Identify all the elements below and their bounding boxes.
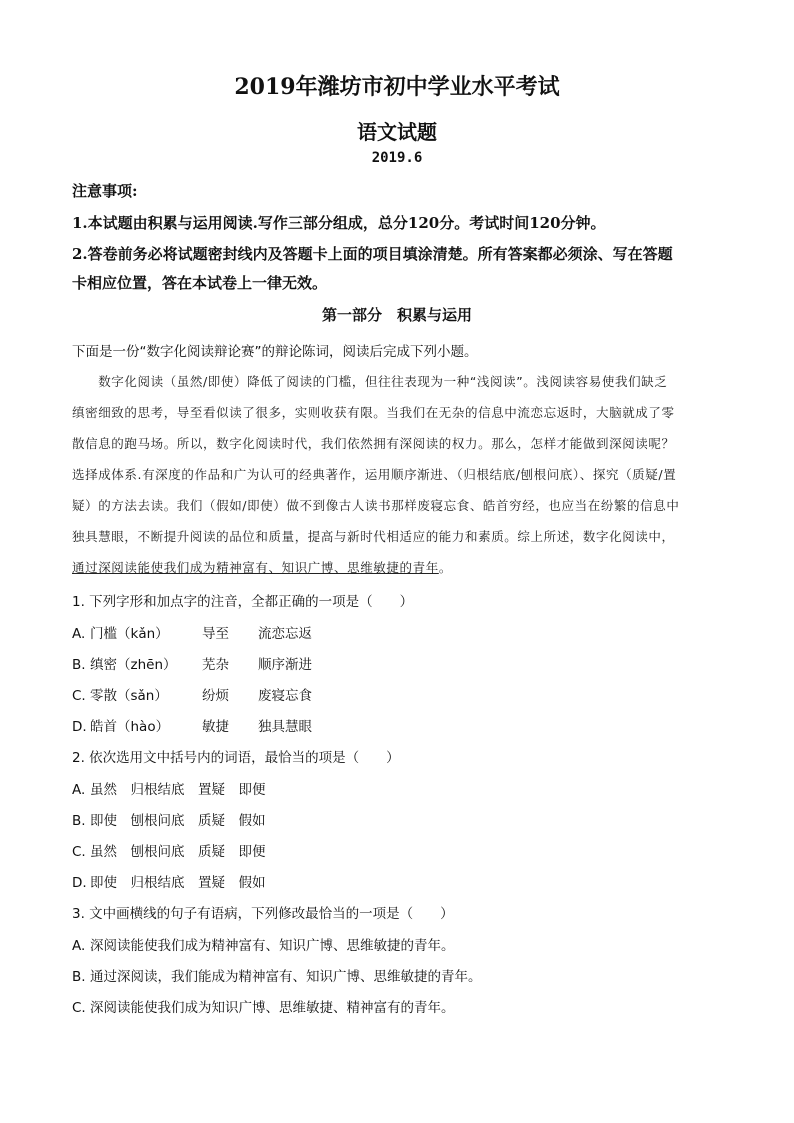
notes-item-1: 1.本试题由积累与运用阅读.写作三部分组成，总分120分。考试时间120分钟。 <box>72 214 606 232</box>
question-1-option-b[interactable]: B. 缜密（zhēn） 芜杂 顺序渐进 <box>72 657 312 673</box>
passage-end-mark: 。 <box>438 560 452 575</box>
question-2-option-b[interactable]: B. 即使 刨根问底 质疑 假如 <box>72 813 266 829</box>
question-2-option-d[interactable]: D. 即使 归根结底 置疑 假如 <box>72 875 266 891</box>
question-3-option-c[interactable]: C. 深阅读能使我们成为知识广博、思维敏捷、精神富有的青年。 <box>72 1000 455 1016</box>
question-1-option-d[interactable]: D. 皓首（hào） 敏捷 独具慧眼 <box>72 719 312 735</box>
notes-item-2-line-2: 卡相应位置，答在本试卷上一律无效。 <box>72 274 328 292</box>
question-1-stem: 1. 下列字形和加点字的注音，全都正确的一项是（ ） <box>72 594 414 610</box>
question-3-option-b[interactable]: B. 通过深阅读，我们能成为精神富有、知识广博、思维敏捷的青年。 <box>72 969 482 985</box>
question-2-option-a[interactable]: A. 虽然 归根结底 置疑 即便 <box>72 782 266 798</box>
question-2-stem: 2. 依次选用文中括号内的词语，最恰当的项是（ ） <box>72 750 400 766</box>
passage-last-line <box>72 558 722 576</box>
question-2-option-c[interactable]: C. 虽然 刨根问底 质疑 即便 <box>72 844 266 860</box>
passage-line: 选择成体系.有深度的作品和广为认可的经典著作，运用顺序渐进、（归根结底/刨根问底）、探究（质疑/置 <box>72 467 677 482</box>
notes-heading: 注意事项: <box>72 182 138 200</box>
passage-line: 散信息的跑马场。所以，数字化阅读时代，我们依然拥有深阅读的权力。那么，怎样才能做到深阅读呢？ <box>72 436 675 451</box>
section-intro: 下面是一份“数字化阅读辩论赛”的辩论陈词，阅读后完成下列小题。 <box>72 344 478 360</box>
question-1-option-c[interactable]: C. 零散（sǎn） 纷烦 废寝忘食 <box>72 688 312 704</box>
passage-line: 疑）的方法去读。我们（假如/即使）做不到像古人读书那样废寝忘食、皓首穷经，也应当在纷繁的信息中 <box>72 498 680 513</box>
question-3-stem: 3. 文中画横线的句子有语病，下列修改最恰当的一项是（ ） <box>72 906 454 922</box>
question-3-option-a[interactable]: A. 深阅读能使我们成为精神富有、知识广博、思维敏捷的青年。 <box>72 938 455 954</box>
section-title: 第一部分 积累与运用 <box>321 306 472 324</box>
underlined-sentence: 通过深阅读能使我们成为精神富有、知识广博、思维敏捷的青年 <box>72 560 439 575</box>
notes-item-2-line-1: 2.答卷前务必将试题密封线内及答题卡上面的项目填涂清楚。所有答案都必须涂、写在答题 <box>72 245 673 263</box>
passage-line: 独具慧眼，不断提升阅读的品位和质量，提高与新时代相适应的能力和素质。综上所述，数字化阅读中， <box>72 529 675 544</box>
exam-date: 2019.6 <box>371 150 423 166</box>
passage-line: 缜密细致的思考，导至看似读了很多，实则收获有限。当我们在无杂的信息中流恋忘返时，大脑就成了零 <box>72 405 675 420</box>
exam-title: 2019年潍坊市初中学业水平考试 <box>234 74 560 100</box>
exam-subtitle: 语文试题 <box>357 120 437 144</box>
passage-line: 数字化阅读（虽然/即使）降低了阅读的门槛，但往往表现为一种“浅阅读”。浅阅读容易使我们缺乏 <box>72 374 668 389</box>
question-1-option-a[interactable]: A. 门槛（kǎn） 导至 流恋忘返 <box>72 626 312 642</box>
